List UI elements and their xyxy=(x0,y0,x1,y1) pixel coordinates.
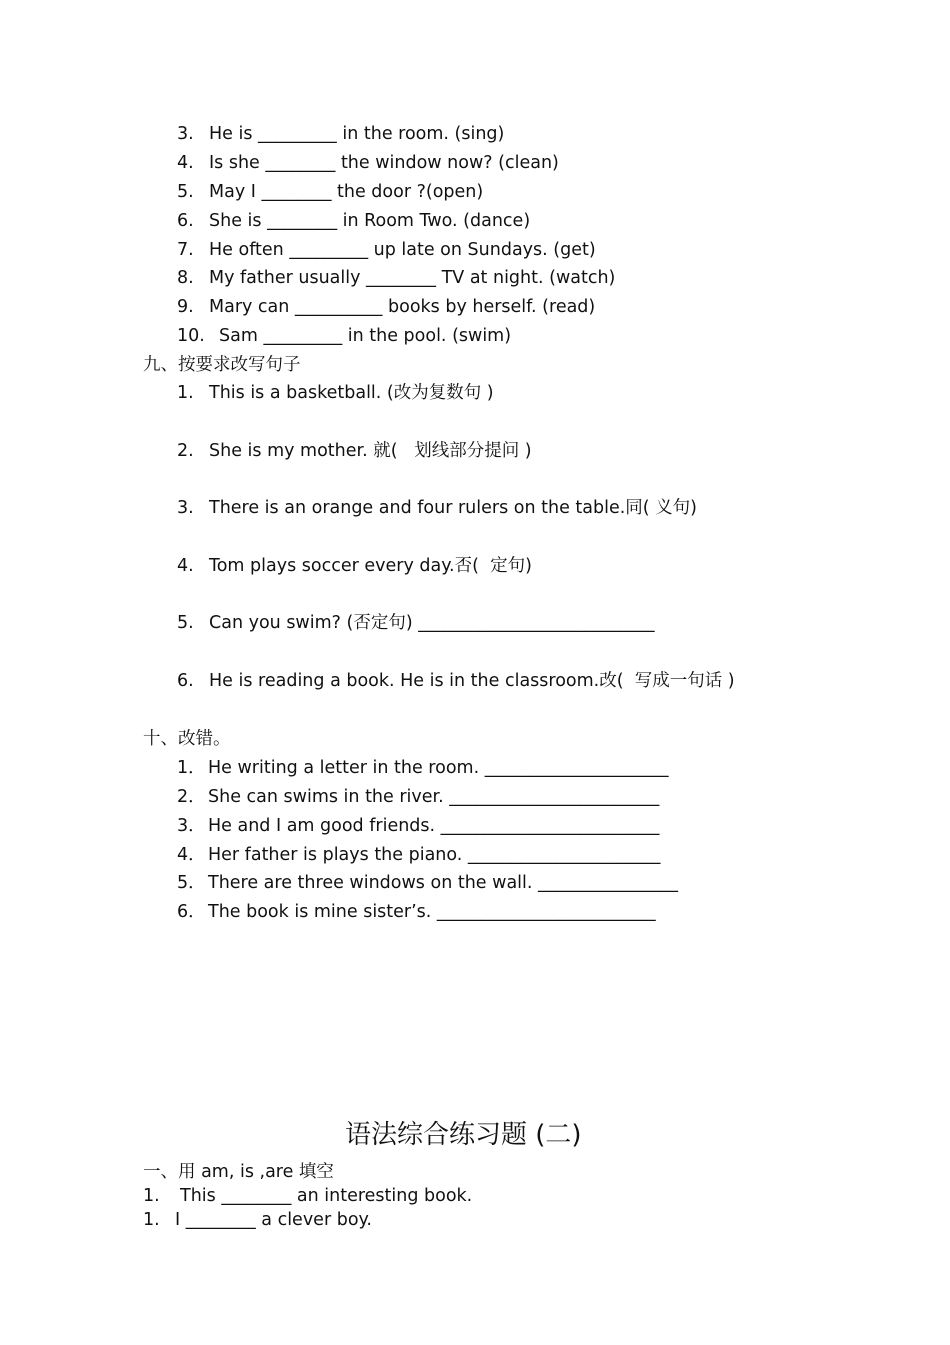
exercise-item: 8. My father usually ________ TV at night. (watch) xyxy=(177,268,616,288)
exercise-item: 9. Mary can __________ books by herself. (read) xyxy=(177,297,596,317)
worksheet-page: 3. He is _________ in the room. (sing) 4. Is she ________ the window now? (clean) 5. May I ________ the door ?(open) 6. She is ________ in Room Two. (dance) 7. He often _________ up late on Sundays. (get) 8. My father usually ________ TV at night. (watch) 9. Mary can __________ books by herself. (read) 10. Sam _________ in the pool. (swim) 九、按要求改写句子 1. This is a basketball. (改为复数句 ) 2. She is my mother. 就( 划线部分提问 ) 3. There is an orange and four rulers on the table.同( 义句) 4. Tom plays soccer every day.否( 定句) 5. Can you swim? (否定句) ___________________________ 6. He is reading a book. He is in the classroom.改( 写成一句话 ) 十、改错。 1． He writing a letter in the room. _____________________ 2． She can swims in the river. ________________________ 3． He and I am good friends. _________________________ 4． Her father is plays the piano. ______________________ 5． There are three windows on the wall. ________________ 6． The book is mine sister’s. _________________________ 语法综合练习题 (二) 一、用 am, is ,are 填空 1. This ________ an interesting book. 1. I ________ a clever boy. xyxy=(143,124,735,1230)
exercise-item: 4. Tom plays soccer every day.否( 定句) xyxy=(177,556,532,576)
exercise-item: 1. This ________ an interesting book. xyxy=(143,1186,473,1206)
exercise-item: 4. Is she ________ the window now? (clean) xyxy=(177,153,559,173)
exercise-item: 5. Can you swim? (否定句) ___________________________ xyxy=(177,613,655,633)
exercise-item: 3. He is _________ in the room. (sing) xyxy=(177,124,505,144)
exercise-item: 5． There are three windows on the wall. ________________ xyxy=(177,873,679,893)
exercise-item: 2． She can swims in the river. ________________________ xyxy=(177,787,660,807)
exercise-item: 6. She is ________ in Room Two. (dance) xyxy=(177,211,531,231)
section-heading: 十、改错。 xyxy=(143,729,231,749)
exercise-item: 3. There is an orange and four rulers on the table.同( 义句) xyxy=(177,498,698,518)
exercise-item: 3． He and I am good friends. _________________________ xyxy=(177,816,660,836)
exercise-item: 10. Sam _________ in the pool. (swim) xyxy=(177,326,512,346)
exercise-item: 5. May I ________ the door ?(open) xyxy=(177,182,484,202)
section-heading: 一、用 am, is ,are 填空 xyxy=(143,1162,334,1182)
exercise-item: 6． The book is mine sister’s. _________________________ xyxy=(177,902,656,922)
exercise-item: 1. I ________ a clever boy. xyxy=(143,1210,372,1230)
exercise-item: 1. This is a basketball. (改为复数句 ) xyxy=(177,383,494,403)
exercise-item: 4． Her father is plays the piano. ______________________ xyxy=(177,845,661,865)
exercise-item: 2. She is my mother. 就( 划线部分提问 ) xyxy=(177,441,532,461)
section-heading: 九、按要求改写句子 xyxy=(143,355,301,375)
exercise-item: 6. He is reading a book. He is in the classroom.改( 写成一句话 ) xyxy=(177,671,735,691)
exercise-item: 1． He writing a letter in the room. _____________________ xyxy=(177,758,669,778)
exercise-item: 7. He often _________ up late on Sundays. (get) xyxy=(177,240,596,260)
